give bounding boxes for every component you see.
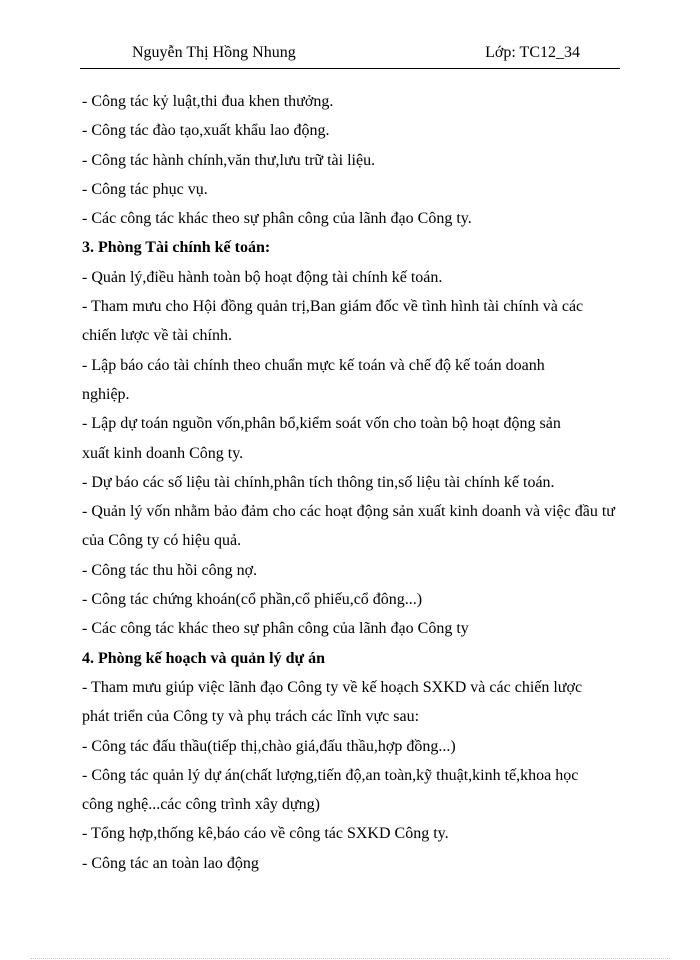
bullet-line: - Quản lý,điều hành toàn bộ hoạt động tài chính kế toán. — [82, 268, 443, 286]
continuation-line: xuất kinh doanh Công ty. — [82, 444, 244, 462]
bullet-line: - Công tác kỷ luật,thi đua khen thưởng. — [82, 93, 334, 110]
header-divider — [80, 68, 620, 69]
continuation-line: công nghệ...các công trình xây dựng) — [82, 796, 320, 814]
continuation-line: nghiệp. — [82, 385, 130, 403]
bullet-line: - Công tác đấu thầu(tiếp thị,chào giá,đấu thầu,hợp đồng...) — [82, 737, 456, 755]
bullet-line: - Lập dự toán nguồn vốn,phân bổ,kiểm soát vốn cho toàn bộ hoạt động sản — [82, 415, 561, 433]
bullet-line: - Công tác an toàn lao động — [82, 854, 259, 872]
author-name: Nguyễn Thị Hồng Nhung — [132, 44, 296, 61]
bullet-line: - Quản lý vốn nhằm bảo đảm cho các hoạt động sản xuất kinh doanh và việc đầu tư — [82, 503, 615, 521]
continuation-line: phát triển của Công ty và phụ trách các lĩnh vực sau: — [82, 708, 420, 726]
bullet-line: - Công tác chứng khoán(cổ phần,cổ phiếu,cổ đông...) — [82, 591, 423, 609]
continuation-line: chiến lược về tài chính. — [82, 327, 232, 345]
section-heading: 4. Phòng kế hoạch và quản lý dự án — [82, 649, 326, 667]
bullet-line: - Lập báo cáo tài chính theo chuẩn mực kế toán và chế độ kế toán doanh — [82, 356, 545, 374]
bullet-line: - Công tác thu hồi công nợ. — [82, 561, 258, 579]
page-header — [80, 44, 620, 66]
page-bottom-edge — [30, 958, 670, 959]
bullet-line: - Tổng hợp,thống kê,báo cáo về công tác SXKD Công ty. — [82, 825, 449, 843]
bullet-line: - Các công tác khác theo sự phân công của lãnh đạo Công ty. — [82, 210, 472, 228]
document-body — [82, 87, 618, 878]
bullet-line: - Các công tác khác theo sự phân công của lãnh đạo Công ty — [82, 620, 469, 638]
bullet-line: - Dự báo các số liệu tài chính,phân tích thông tin,số liệu tài chính kế toán. — [82, 473, 555, 491]
bullet-line: - Công tác hành chính,văn thư,lưu trữ tài liệu. — [82, 151, 376, 169]
bullet-line: - Công tác đào tạo,xuất khẩu lao động. — [82, 122, 330, 140]
class-code: Lớp: TC12_34 — [485, 44, 580, 61]
bullet-line: - Công tác quản lý dự án(chất lượng,tiến độ,an toàn,kỹ thuật,kinh tế,khoa học — [82, 766, 579, 784]
bullet-line: - Công tác phục vụ. — [82, 180, 208, 198]
continuation-line: của Công ty có hiệu quả. — [82, 532, 242, 550]
section-heading: 3. Phòng Tài chính kế toán: — [82, 239, 271, 257]
bullet-line: - Tham mưu giúp việc lãnh đạo Công ty về kế hoạch SXKD và các chiến lược — [82, 678, 583, 696]
bullet-line: - Tham mưu cho Hội đồng quản trị,Ban giám đốc về tình hình tài chính và các — [82, 298, 584, 316]
